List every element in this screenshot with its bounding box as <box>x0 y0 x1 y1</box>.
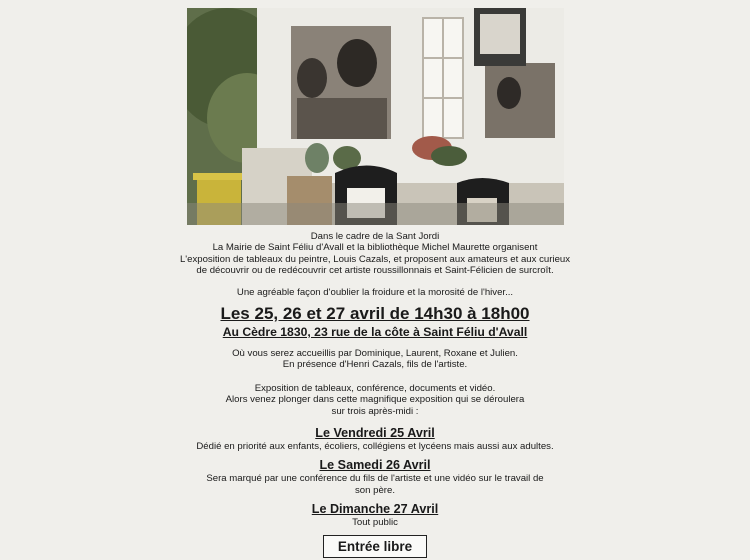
intro-line-3: L'exposition de tableaux du peintre, Louis Cazals, et proposent aux amateurs et aux curieux <box>179 253 571 265</box>
hosts-line-1: Où vous serez accueillis par Dominique, Laurent, Roxane et Julien. <box>232 348 518 360</box>
day-saturday-desc-1: Sera marqué par une conférence du fils de l'artiste et une vidéo sur le travail de <box>206 473 544 485</box>
program-line-3: sur trois après-midi : <box>331 405 419 417</box>
courtyard-photo <box>187 8 564 225</box>
program-line-1: Exposition de tableaux, conférence, documents et vidéo. <box>254 382 496 394</box>
intro-line-2: La Mairie de Saint Féliu d'Avall et la bibliothèque Michel Maurette organisent <box>212 242 538 254</box>
day-saturday-desc-2: son père. <box>354 484 395 496</box>
day-saturday-title: Le Samedi 26 Avril <box>319 458 431 473</box>
day-friday-title: Le Vendredi 25 Avril <box>315 426 435 441</box>
event-text <box>0 231 750 558</box>
program-line-2: Alors venez plonger dans cette magnifique exposition qui se déroulera <box>225 394 525 406</box>
intro-line-4: de découvrir ou de redécouvrir cet artiste roussillonnais et Saint-Félicien de surcroît. <box>196 265 554 277</box>
event-address: Au Cèdre 1830, 23 rue de la côte à Saint Féliu d'Avall <box>222 325 528 340</box>
hosts-line-2: En présence d'Henri Cazals, fils de l'artiste. <box>282 359 468 371</box>
tagline: Une agréable façon d'oublier la froidure et la morosité de l'hiver... <box>236 286 514 298</box>
free-entry-badge: Entrée libre <box>323 535 427 558</box>
courtyard-photo-icon <box>187 8 564 225</box>
day-sunday-desc: Tout public <box>352 517 398 529</box>
day-friday-desc: Dédié en priorité aux enfants, écoliers, collégiens et lycéens mais aussi aux adultes. <box>196 441 554 453</box>
event-dates: Les 25, 26 et 27 avril de 14h30 à 18h00 <box>220 304 530 324</box>
intro-line-1: Dans le cadre de la Sant Jordi <box>310 231 440 242</box>
day-sunday-title: Le Dimanche 27 Avril <box>311 502 439 517</box>
